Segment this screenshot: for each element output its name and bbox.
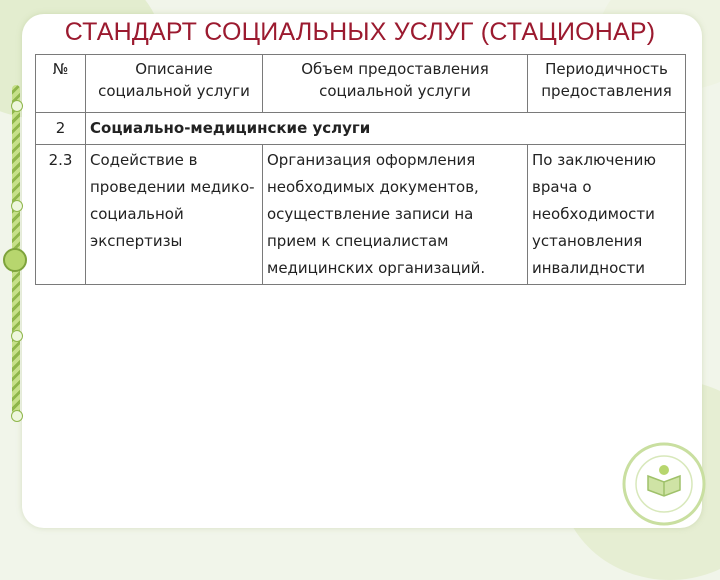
services-table — [35, 54, 686, 285]
table-row — [36, 145, 686, 285]
section-label: Социально-медицинские услуги — [86, 113, 686, 145]
table-header-row — [36, 55, 686, 113]
slide-title: СТАНДАРТ СОЦИАЛЬНЫХ УСЛУГ (СТАЦИОНАР) — [64, 18, 656, 46]
header-periodicity: Периодичность предоставления — [528, 55, 686, 113]
rope-bead — [11, 200, 23, 212]
rope-bead — [11, 410, 23, 422]
row-number: 2.3 — [36, 145, 86, 285]
header-number: № — [36, 55, 86, 113]
header-volume: Объем предоставления социальной услуги — [263, 55, 528, 113]
header-description: Описание социальной услуги — [86, 55, 263, 113]
emblem-logo — [620, 440, 708, 528]
row-periodicity: По заключению врача о необходимости установления инвалидности — [528, 145, 686, 285]
row-description: Содействие в проведении медико-социальной экспертизы — [86, 145, 263, 285]
section-row — [36, 113, 686, 145]
rope-bead — [11, 100, 23, 112]
row-volume: Организация оформления необходимых документов, осуществление записи на прием к специалистам медицинских организаций. — [263, 145, 528, 285]
section-number: 2 — [36, 113, 86, 145]
rope-bead — [11, 330, 23, 342]
rope-knot — [3, 248, 27, 272]
